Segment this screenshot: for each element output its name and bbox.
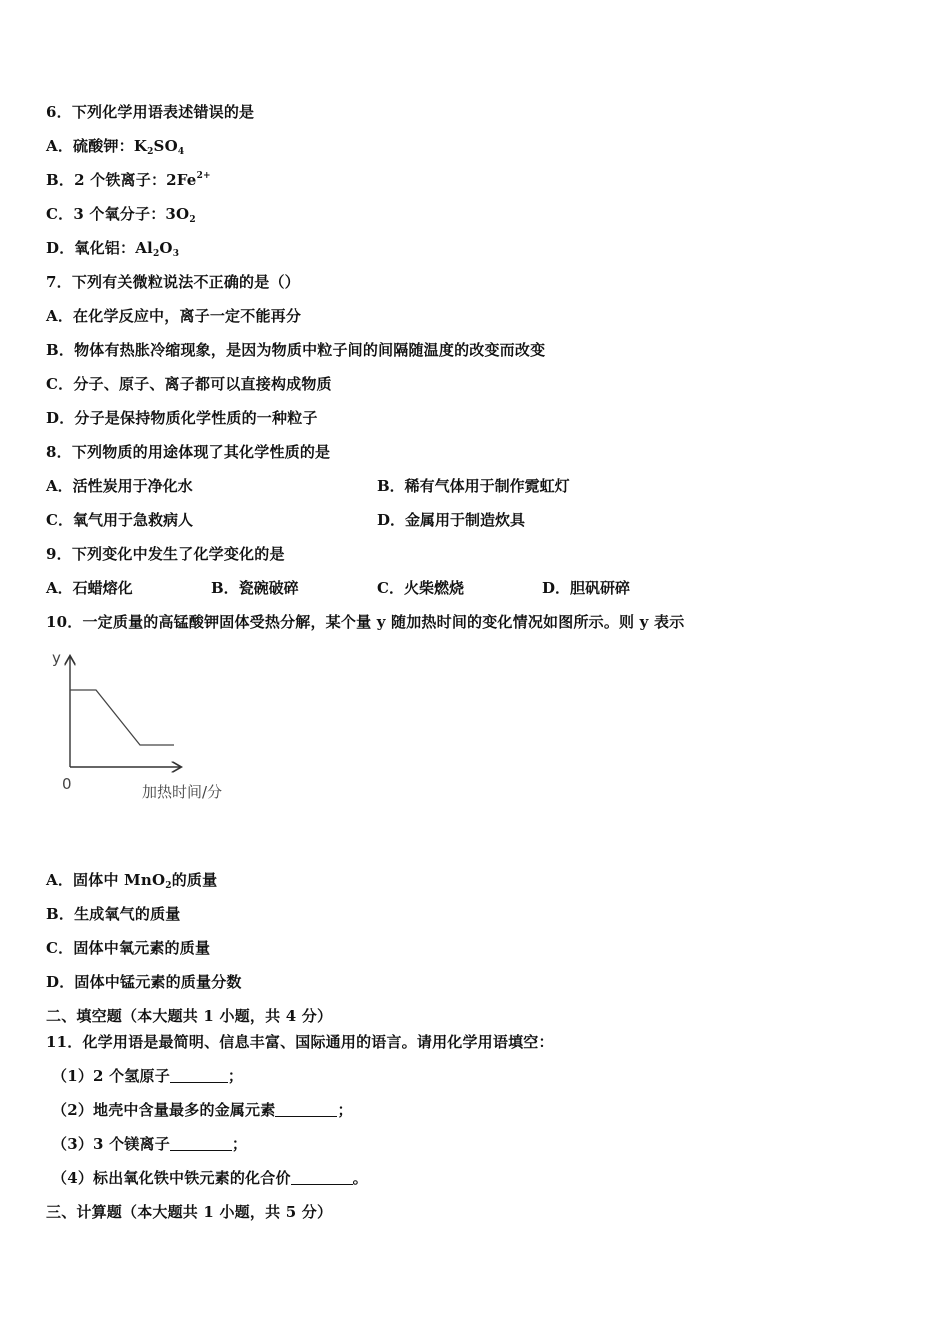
q7-option-d: D．分子是保持物质化学性质的一种粒子 <box>46 409 318 427</box>
q10-stem: 10．一定质量的高锰酸钾固体受热分解，某个量 y 随加热时间的变化情况如图所示。则 y 表示 <box>46 613 685 631</box>
q9-stem: 9．下列变化中发生了化学变化的是 <box>46 545 285 563</box>
section2-heading: 二、填空题（本大题共 1 小题，共 4 分） <box>46 1007 333 1025</box>
q8-option-b: B．稀有气体用于制作霓虹灯 <box>377 477 570 495</box>
q6-option-c: C．3 个氧分子：$3O_2$ <box>46 205 196 225</box>
graph-origin-label: 0 <box>62 775 72 793</box>
q9-option-c: C．火柴燃烧 <box>377 579 464 597</box>
q8-option-c: C．氧气用于急救病人 <box>46 511 193 529</box>
graph-x-label: 加热时间/分 <box>142 783 223 801</box>
q8-option-d: D．金属用于制造炊具 <box>377 511 526 529</box>
q7-option-c: C．分子、原子、离子都可以直接构成物质 <box>46 375 332 393</box>
q11-stem: 11．化学用语是最简明、信息丰富、国际通用的语言。请用化学用语填空： <box>46 1033 554 1051</box>
q9-option-d: D．胆矾研碎 <box>542 579 631 597</box>
q6-stem: 6．下列化学用语表述错误的是 <box>46 103 255 121</box>
q6-option-d: D．氧化铝：$Al_2O_3$ <box>46 239 180 259</box>
q10-option-b: B．生成氧气的质量 <box>46 905 181 923</box>
q11-blank-4[interactable] <box>291 1170 353 1185</box>
q9-option-a: A．石蜡熔化 <box>46 579 133 597</box>
q11-part2: （2）地壳中含量最多的金属元素 ； <box>52 1101 353 1119</box>
q6-option-b: B．2 个铁离子：$2Fe^{2+}$ <box>46 171 211 189</box>
q7-option-a: A．在化学反应中，离子一定不能再分 <box>46 307 302 325</box>
q10-option-c: C．固体中氧元素的质量 <box>46 939 211 957</box>
q10-option-a: A．固体中 MnO$_2$的质量 <box>46 871 218 891</box>
q11-part1: （1）2 个氢原子 ； <box>52 1067 244 1085</box>
section3-heading: 三、计算题（本大题共 1 小题，共 5 分） <box>46 1203 333 1221</box>
q8-stem: 8．下列物质的用途体现了其化学性质的是 <box>46 443 331 461</box>
q9-option-b: B．瓷碗破碎 <box>211 579 299 597</box>
graph-curve <box>70 690 174 745</box>
q7-option-b: B．物体有热胀冷缩现象，是因为物质中粒子间的间隔随温度的改变而改变 <box>46 341 546 359</box>
q11-part4: （4）标出氧化铁中铁元素的化合价 。 <box>52 1169 368 1187</box>
q7-stem: 7．下列有关微粒说法不正确的是（） <box>46 273 300 291</box>
q11-part3: （3）3 个镁离子 ； <box>52 1135 248 1153</box>
q10-option-d: D．固体中锰元素的质量分数 <box>46 973 242 991</box>
q6-option-a: A．硫酸钾：$K_2SO_4$ <box>46 137 185 157</box>
q8-option-a: A．活性炭用于净化水 <box>46 477 193 495</box>
q11-blank-2[interactable] <box>275 1102 337 1117</box>
q11-blank-1[interactable] <box>170 1068 228 1083</box>
q10-graph <box>40 645 260 810</box>
graph-y-label: y <box>52 649 61 667</box>
q11-blank-3[interactable] <box>170 1136 232 1151</box>
